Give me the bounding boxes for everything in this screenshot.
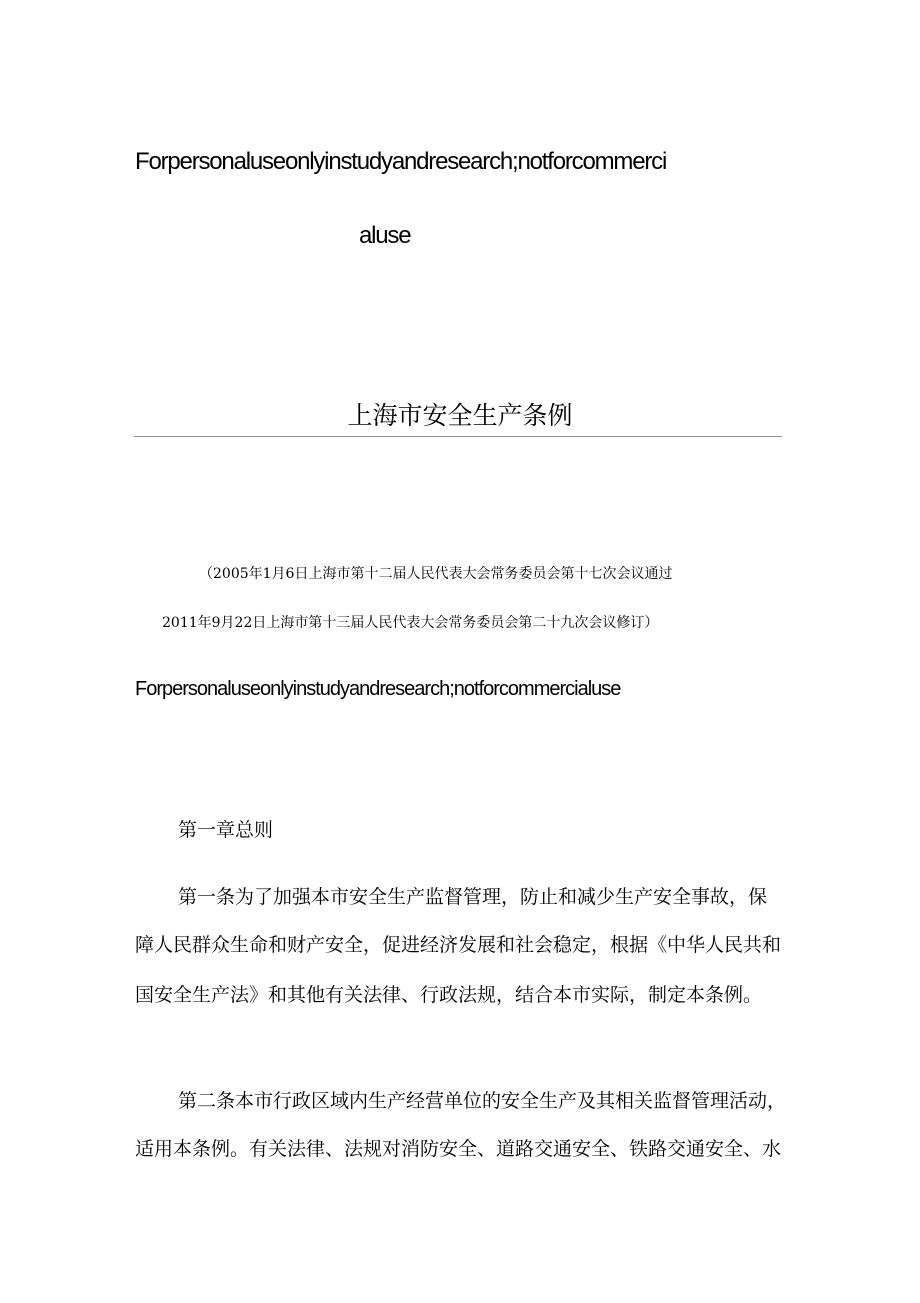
watermark-top-line2: aluse xyxy=(359,222,411,249)
watermark-top-line1: Forpersonaluseonlyinstudyandresearch;notforcommerci xyxy=(135,148,667,175)
chapter-heading: 第一章总则 xyxy=(178,819,274,841)
document-title: 上海市安全生产条例 xyxy=(347,401,573,430)
adoption-note-line1: （2005年1月6日上海市第十二届人民代表大会常务委员会第十七次会议通过 xyxy=(199,566,673,582)
article1-line1: 第一条为了加强本市安全生产监督管理，防止和减少生产安全事故，保 xyxy=(178,886,768,908)
adoption-note-line2: 2011年9月22日上海市第十三届人民代表大会常务委员会第二十九次会议修订） xyxy=(162,615,659,631)
article1-line2: 障人民群众生命和财产安全，促进经济发展和社会稳定，根据《中华人民共和 xyxy=(135,934,782,956)
watermark-middle: Forpersonaluseonlyinstudyandresearch;notforcommercialuse xyxy=(135,678,621,700)
title-underline xyxy=(134,436,782,437)
article2-line2: 适用本条例。有关法律、法规对消防安全、道路交通安全、铁路交通安全、水 xyxy=(135,1138,782,1160)
article2-line1: 第二条本市行政区域内生产经营单位的安全生产及其相关监督管理活动， xyxy=(178,1090,787,1112)
article1-line3: 国安全生产法》和其他有关法律、行政法规，结合本市实际，制定本条例。 xyxy=(135,984,763,1006)
